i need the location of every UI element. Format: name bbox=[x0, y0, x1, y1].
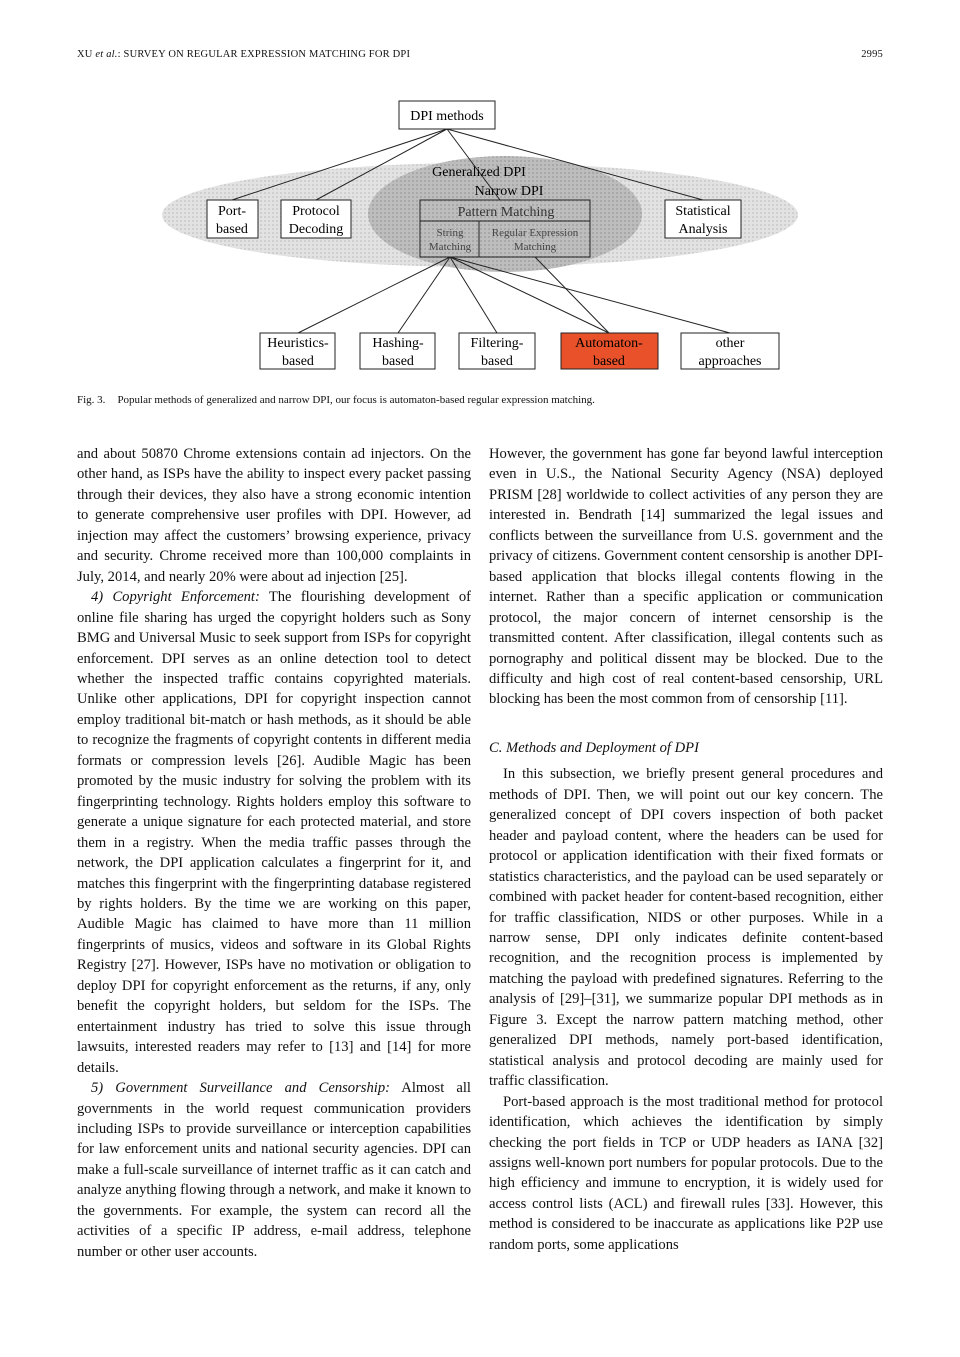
running-title: XU et al.: SURVEY ON REGULAR EXPRESSION MATCHING FOR DPI bbox=[77, 49, 411, 60]
hashing-line1: Hashing- bbox=[372, 336, 424, 351]
string-matching-line1: String bbox=[436, 227, 464, 239]
caption-label: Fig. 3. bbox=[77, 394, 106, 406]
figure-3 bbox=[0, 0, 960, 420]
page-number: 2995 bbox=[861, 49, 883, 60]
caption-text: Popular methods of generalized and narrow DPI, our focus is automaton-based regular expression matching. bbox=[117, 394, 595, 406]
heuristics-line2: based bbox=[282, 354, 314, 369]
right-paragraph-2: In this subsection, we briefly present general procedures and methods of DPI. Then, we will point out our key concern. The generalized concept of DPI covers inspection of both packet header and payload content, where the headers can be used for protocol or application identification with their fixed formats or statistics characteristics, and the payload can be used separately or combined with packet header for content-based recognition, either for traffic classification, NIDS or other purposes. While in a narrow sense, DPI only indicates definite content-based recognition, and the recognition process is implemented by matching the payload with predefined signatures. Referring to the analysis of [29]–[31], we summarize popular DPI methods as in Figure 3. Except the narrow pattern matching method, other generalized DPI methods, namely port-based identification, statistical analysis and protocol decoding are mainly used for traffic classification. bbox=[489, 766, 883, 1090]
automaton-line2: based bbox=[593, 354, 625, 369]
copyright-body: The flourishing development of online file sharing has urged the copyright holders such as Sony BMG and Universal Music to seek support from ISPs for copyright enforcement. DPI serves as an online detection tool to detect whether the inspected traffic contains copyrighted materials. Unlike other applications, DPI for copyright inspection cannot employ traditional bit-match or hash methods, as it should be able to recognize the fragments of copyright contents in different media formats or compression levels [26]. Audible Magic has been promoted by the music industry for solving the problem with its fingerprinting technology. Rights holders employ this software to generate a unique signature for each protected material, and store them in a registry. When the media traffic passes through the network, the DPI application calculates a fingerprint for it, and matches this fingerprint with the fingerprinting database registered by rights holders. By the time we are working on this paper, Audible Magic has claimed to have more than 11 million fingerprints of musics, videos and software in its Global Rights Registry [27]. However, ISPs have no motivation or obligation to deploy DPI for copyright enforcement as the returns, if any, only benefit the copyright holders, but seldom for the ISPs. The entertainment industry has tried to solve this issue through lawsuits, interested readers may refer to [13] and [14] for more details. bbox=[77, 589, 471, 1076]
filtering-line2: based bbox=[481, 354, 513, 369]
statistical-analysis-line1: Statistical bbox=[675, 204, 731, 219]
protocol-decoding-line2: Decoding bbox=[288, 222, 344, 237]
left-paragraph-copyright bbox=[77, 587, 471, 1078]
figure-caption bbox=[77, 394, 595, 406]
heuristics-line1: Heuristics- bbox=[267, 336, 329, 351]
pattern-matching-label: Pattern Matching bbox=[457, 205, 555, 220]
right-paragraph-1: However, the government has gone far beyond lawful interception even in U.S., the National Security Agency (NSA) deployed PRISM [28] worldwide to collect activities of any person they are interested in. Bendrath [14] summarized the legal issues and conflicts between the surveillance from U.S. government and the privacy of citizens. Government content censorship is another DPI-based application that blocks illegal contents flowing in the internet. Rather than a specific application or communication protocol, the major concern of internet censorship is the transmitted content. After classification, illegal contents such as pornography and political dissent may be blocked. Due to the difficulty and high cost of real content-based censorship, URL blocking has been the most common from of censorship [11]. bbox=[489, 446, 883, 708]
left-paragraph-surveillance bbox=[77, 1078, 471, 1262]
string-matching-line2: Matching bbox=[428, 241, 472, 253]
generalized-dpi-label: Generalized DPI bbox=[432, 165, 526, 180]
surveillance-heading: 5) Government Surveillance and Censorship: bbox=[91, 1080, 390, 1097]
port-based-line2: based bbox=[216, 222, 248, 237]
left-paragraph-1: and about 50870 Chrome extensions contain ad injectors. On the other hand, as ISPs have the ability to inspect every packet passing through their devices, they also have a strong economic intention to generate comprehensive user profiles with DPI. However, ad injection may affect the customers’ browsing experience, privacy and security. Chrome received more than 100,000 complaints in July, 2014, and nearly 20% were about ad injection [25]. bbox=[77, 446, 471, 585]
dpi-methods-diagram bbox=[0, 0, 960, 420]
other-approaches-line1: other bbox=[715, 336, 745, 351]
root-label: DPI methods bbox=[410, 109, 484, 124]
copyright-heading: 4) Copyright Enforcement: bbox=[91, 589, 260, 606]
regex-matching-line1: Regular Expression bbox=[491, 227, 579, 239]
surveillance-body: Almost all governments in the world request communication providers including ISPs to provide surveillance or interception capabilities for law enforcement units and national security agencies. DPI can make a full-scale surveillance of internet traffic as it can catch and analyze anything flowing through a network, and make it known to the governments. For example, the system can record all the activities of a specific IP address, e-mail address, telephone number or other user accounts. bbox=[77, 1080, 471, 1260]
right-column bbox=[489, 444, 883, 1255]
left-column bbox=[77, 444, 471, 1262]
other-approaches-line2: approaches bbox=[698, 354, 762, 369]
hashing-line2: based bbox=[382, 354, 414, 369]
port-based-line1: Port- bbox=[218, 204, 246, 219]
section-title: C. Methods and Deployment of DPI bbox=[489, 739, 699, 756]
filtering-line1: Filtering- bbox=[470, 336, 524, 351]
protocol-decoding-line1: Protocol bbox=[292, 204, 340, 219]
regex-matching-line2: Matching bbox=[513, 241, 557, 253]
statistical-analysis-line2: Analysis bbox=[678, 222, 728, 237]
automaton-line1: Automaton- bbox=[575, 336, 643, 351]
narrow-dpi-label: Narrow DPI bbox=[474, 184, 544, 199]
right-paragraph-3: Port-based approach is the most traditional method for protocol identification, which achieves the identification by simply checking the port fields in TCP or UDP headers as IANA [32] assigns well-known port numbers for popular protocols. Due to the high efficiency and immune to encryption, it is widely used for access control lists (ACL) and firewall rules [33]. However, this method is considered to be inaccurate as applications like P2P use random ports, some applications bbox=[489, 1093, 883, 1253]
